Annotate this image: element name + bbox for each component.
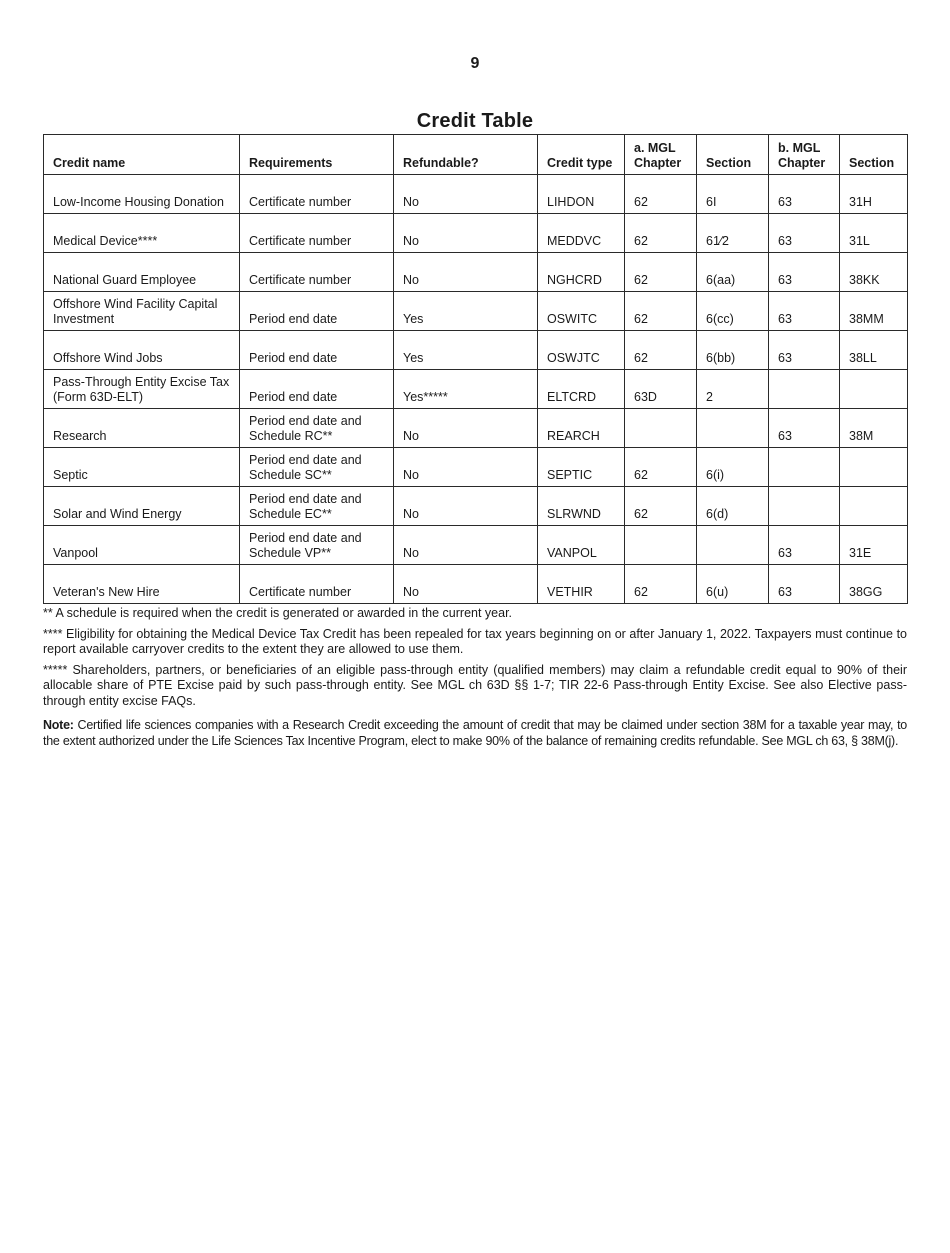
footnote-pte: ***** Shareholders, partners, or beneficiaries of an eligible pass-through entity (qualified members) may claim a refundable credit equal to 90% of their allocable share of PTE Excise paid by such pass-through entity. See MGL ch 63D §§ 1-7; TIR 22-6 Pass-through Entity Excise. See also Elective pass-through entity excise FAQs.	[43, 662, 907, 708]
requirements-cell: Period end date	[240, 292, 394, 331]
page-number: 9	[470, 55, 480, 72]
credit-type-cell: MEDDVC	[538, 214, 625, 253]
footnotes	[43, 606, 907, 754]
credit-type-cell: ELTCRD	[538, 370, 625, 409]
credit-type-cell: OSWITC	[538, 292, 625, 331]
refundable-cell: No	[394, 175, 538, 214]
table-row	[44, 370, 908, 409]
credit-name-cell: Offshore Wind Jobs	[44, 331, 240, 370]
credit-name-cell: Pass-Through Entity Excise Tax (Form 63D-ELT)	[44, 370, 240, 409]
section-b-cell: 38GG	[840, 565, 908, 604]
table-row	[44, 292, 908, 331]
table-title: Credit Table	[416, 110, 534, 132]
refundable-cell: Yes	[394, 292, 538, 331]
mgl-chapter-a-cell: 62	[625, 175, 697, 214]
credit-type-cell: OSWJTC	[538, 331, 625, 370]
mgl-chapter-b-cell: 63	[769, 409, 840, 448]
table-row	[44, 487, 908, 526]
section-b-cell: 38M	[840, 409, 908, 448]
table-row	[44, 409, 908, 448]
mgl-chapter-a-cell: 62	[625, 331, 697, 370]
section-b-cell: 38MM	[840, 292, 908, 331]
header-credit-type: Credit type	[538, 135, 625, 175]
mgl-chapter-b-cell: 63	[769, 331, 840, 370]
header-section-a: Section	[697, 135, 769, 175]
mgl-chapter-b-cell	[769, 448, 840, 487]
credit-table-body	[44, 175, 908, 604]
refundable-cell: No	[394, 409, 538, 448]
note-research-credit	[43, 718, 907, 749]
table-row	[44, 175, 908, 214]
header-mgl-chapter-b: b. MGL Chapter	[769, 135, 840, 175]
note-label: Note:	[43, 718, 74, 732]
table-row	[44, 331, 908, 370]
credit-type-cell: VANPOL	[538, 526, 625, 565]
credit-name-cell: Offshore Wind Facility Capital Investment	[44, 292, 240, 331]
mgl-chapter-b-cell	[769, 370, 840, 409]
table-header-row	[44, 135, 908, 175]
credit-type-cell: NGHCRD	[538, 253, 625, 292]
credit-name-cell: Research	[44, 409, 240, 448]
section-b-cell: 31L	[840, 214, 908, 253]
credit-name-cell: Solar and Wind Energy	[44, 487, 240, 526]
section-a-cell: 6(bb)	[697, 331, 769, 370]
section-b-cell	[840, 487, 908, 526]
header-credit-name: Credit name	[44, 135, 240, 175]
mgl-chapter-a-cell	[625, 409, 697, 448]
note-text: Certified life sciences companies with a Research Credit exceeding the amount of credit that may be claimed under section 38M for a taxable year may, to the extent authorized under the Life Sciences Tax Incentive Program, elect to make 90% of the balance of remaining credits refundable. See MGL ch 63, § 38M(j).	[43, 718, 907, 748]
table-row	[44, 214, 908, 253]
credit-name-cell: Medical Device****	[44, 214, 240, 253]
credit-name-cell: Septic	[44, 448, 240, 487]
mgl-chapter-a-cell: 62	[625, 487, 697, 526]
section-a-cell: 6(u)	[697, 565, 769, 604]
mgl-chapter-a-cell	[625, 526, 697, 565]
requirements-cell: Period end date	[240, 331, 394, 370]
credit-type-cell: LIHDON	[538, 175, 625, 214]
footnote-schedule: ** A schedule is required when the credit is generated or awarded in the current year.	[43, 606, 513, 620]
mgl-chapter-a-cell: 62	[625, 448, 697, 487]
refundable-cell: No	[394, 253, 538, 292]
mgl-chapter-a-cell: 62	[625, 565, 697, 604]
section-a-cell: 2	[697, 370, 769, 409]
requirements-cell: Certificate number	[240, 175, 394, 214]
section-b-cell: 31H	[840, 175, 908, 214]
section-b-cell: 38LL	[840, 331, 908, 370]
mgl-chapter-a-cell: 63D	[625, 370, 697, 409]
section-a-cell: 6(d)	[697, 487, 769, 526]
table-row	[44, 526, 908, 565]
requirements-cell: Period end date	[240, 370, 394, 409]
mgl-chapter-b-cell: 63	[769, 292, 840, 331]
requirements-cell: Certificate number	[240, 253, 394, 292]
section-b-cell: 31E	[840, 526, 908, 565]
section-a-cell	[697, 526, 769, 565]
section-b-cell	[840, 448, 908, 487]
mgl-chapter-b-cell: 63	[769, 175, 840, 214]
table-row	[44, 565, 908, 604]
refundable-cell: No	[394, 448, 538, 487]
section-b-cell	[840, 370, 908, 409]
mgl-chapter-a-cell: 62	[625, 292, 697, 331]
mgl-chapter-b-cell: 63	[769, 214, 840, 253]
refundable-cell: No	[394, 487, 538, 526]
requirements-cell: Period end date and Schedule VP**	[240, 526, 394, 565]
credit-name-cell: Low-Income Housing Donation	[44, 175, 240, 214]
refundable-cell: Yes	[394, 331, 538, 370]
section-a-cell: 6I	[697, 175, 769, 214]
header-requirements: Requirements	[240, 135, 394, 175]
refundable-cell: Yes*****	[394, 370, 538, 409]
footnote-medical-device: **** Eligibility for obtaining the Medical Device Tax Credit has been repealed for tax years beginning on or after January 1, 2022. Taxpayers must continue to report available carryover credits to the extent they are allowed to use them.	[43, 626, 907, 656]
header-mgl-chapter-a: a. MGL Chapter	[625, 135, 697, 175]
table-row	[44, 448, 908, 487]
mgl-chapter-b-cell	[769, 487, 840, 526]
section-a-cell: 6(aa)	[697, 253, 769, 292]
section-a-cell: 6(cc)	[697, 292, 769, 331]
mgl-chapter-b-cell: 63	[769, 253, 840, 292]
credit-type-cell: SLRWND	[538, 487, 625, 526]
section-a-cell: 6(i)	[697, 448, 769, 487]
header-refundable: Refundable?	[394, 135, 538, 175]
requirements-cell: Period end date and Schedule EC**	[240, 487, 394, 526]
refundable-cell: No	[394, 214, 538, 253]
requirements-cell: Certificate number	[240, 214, 394, 253]
credit-table	[43, 134, 908, 604]
section-a-cell: 61⁄2	[697, 214, 769, 253]
table-row	[44, 253, 908, 292]
mgl-chapter-a-cell: 62	[625, 214, 697, 253]
credit-name-cell: Veteran's New Hire	[44, 565, 240, 604]
header-section-b: Section	[840, 135, 908, 175]
refundable-cell: No	[394, 526, 538, 565]
mgl-chapter-b-cell: 63	[769, 565, 840, 604]
credit-type-cell: REARCH	[538, 409, 625, 448]
mgl-chapter-a-cell: 62	[625, 253, 697, 292]
requirements-cell: Period end date and Schedule RC**	[240, 409, 394, 448]
section-b-cell: 38KK	[840, 253, 908, 292]
section-a-cell	[697, 409, 769, 448]
requirements-cell: Period end date and Schedule SC**	[240, 448, 394, 487]
mgl-chapter-b-cell: 63	[769, 526, 840, 565]
credit-type-cell: VETHIR	[538, 565, 625, 604]
refundable-cell: No	[394, 565, 538, 604]
credit-name-cell: Vanpool	[44, 526, 240, 565]
requirements-cell: Certificate number	[240, 565, 394, 604]
credit-type-cell: SEPTIC	[538, 448, 625, 487]
credit-name-cell: National Guard Employee	[44, 253, 240, 292]
